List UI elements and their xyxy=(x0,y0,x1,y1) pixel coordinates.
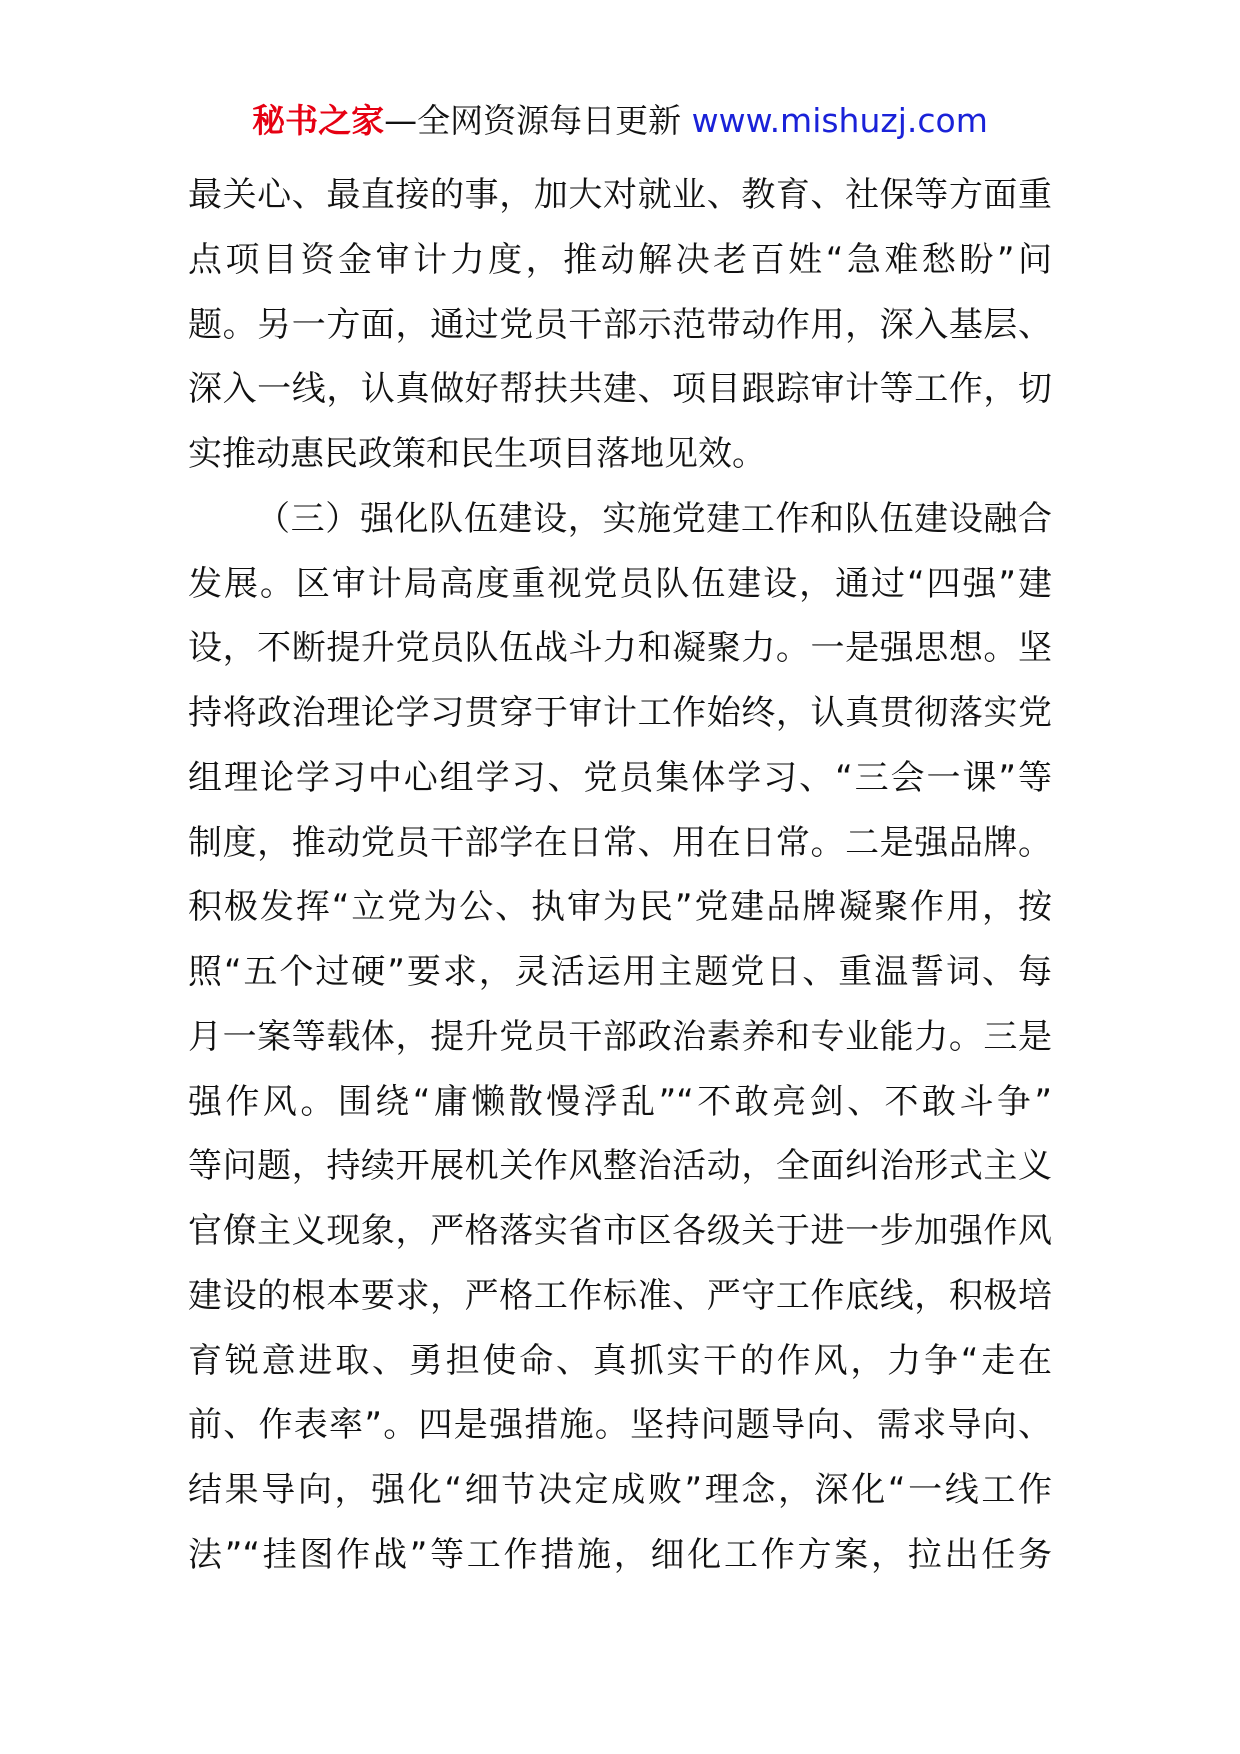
page-header xyxy=(0,96,1240,146)
document-body xyxy=(188,163,1052,1588)
text-line: 前、作表率”。四是强措施。坚持问题导向、需求导向、 xyxy=(188,1405,1052,1446)
text-line: 法”“挂图作战”等工作措施，细化工作方案，拉出任务 xyxy=(188,1534,1052,1575)
text-line: 结果导向，强化“细节决定成败”理念，深化“一线工作 xyxy=(188,1470,1052,1510)
text-line: 组理论学习中心组学习、党员集体学习、“三会一课”等 xyxy=(188,757,1052,798)
text-line: 官僚主义现象，严格落实省市区各级关于进一步加强作风 xyxy=(188,1211,1052,1251)
text-line: 发展。区审计局高度重视党员队伍建设，通过“四强”建 xyxy=(188,563,1052,604)
text-line: 设，不断提升党员队伍战斗力和凝聚力。一是强思想。坚 xyxy=(188,628,1052,669)
text-line: 等问题，持续开展机关作风整治活动，全面纠治形式主义 xyxy=(188,1146,1052,1187)
text-line: 深入一线，认真做好帮扶共建、项目跟踪审计等工作，切 xyxy=(188,369,1052,410)
brand-name: 秘书之家 xyxy=(252,101,385,140)
text-line: 育锐意进取、勇担使命、真抓实干的作风，力争“走在 xyxy=(188,1340,1052,1381)
section-heading-line: （三）强化队伍建设，实施党建工作和队伍建设融合 xyxy=(256,498,1052,539)
text-line: 点项目资金审计力度，推动解决老百姓“急难愁盼”问 xyxy=(188,239,1052,280)
website-link[interactable]: www.mishuzj.com xyxy=(691,101,988,140)
text-line: 制度，推动党员干部学在日常、用在日常。二是强品牌。 xyxy=(188,822,1052,863)
text-line: 题。另一方面，通过党员干部示范带动作用，深入基层、 xyxy=(188,304,1052,345)
text-line: 建设的根本要求，严格工作标准、严守工作底线，积极培 xyxy=(188,1275,1052,1316)
text-line: 持将政治理论学习贯穿于审计工作始终，认真贯彻落实党 xyxy=(188,693,1052,733)
text-line: 实推动惠民政策和民生项目落地见效。 xyxy=(188,434,766,474)
text-line: 照“五个过硬”要求，灵活运用主题党日、重温誓词、每 xyxy=(188,952,1052,992)
text-line: 积极发挥“立党为公、执审为民”党建品牌凝聚作用，按 xyxy=(188,887,1052,928)
header-tagline: —全网资源每日更新 xyxy=(384,101,692,140)
text-line: 最关心、最直接的事，加大对就业、教育、社保等方面重 xyxy=(188,175,1052,215)
text-line: 月一案等载体，提升党员干部政治素养和专业能力。三是 xyxy=(188,1016,1052,1057)
text-line: 强作风。围绕“庸懒散慢浮乱”“不敢亮剑、不敢斗争” xyxy=(188,1081,1052,1122)
